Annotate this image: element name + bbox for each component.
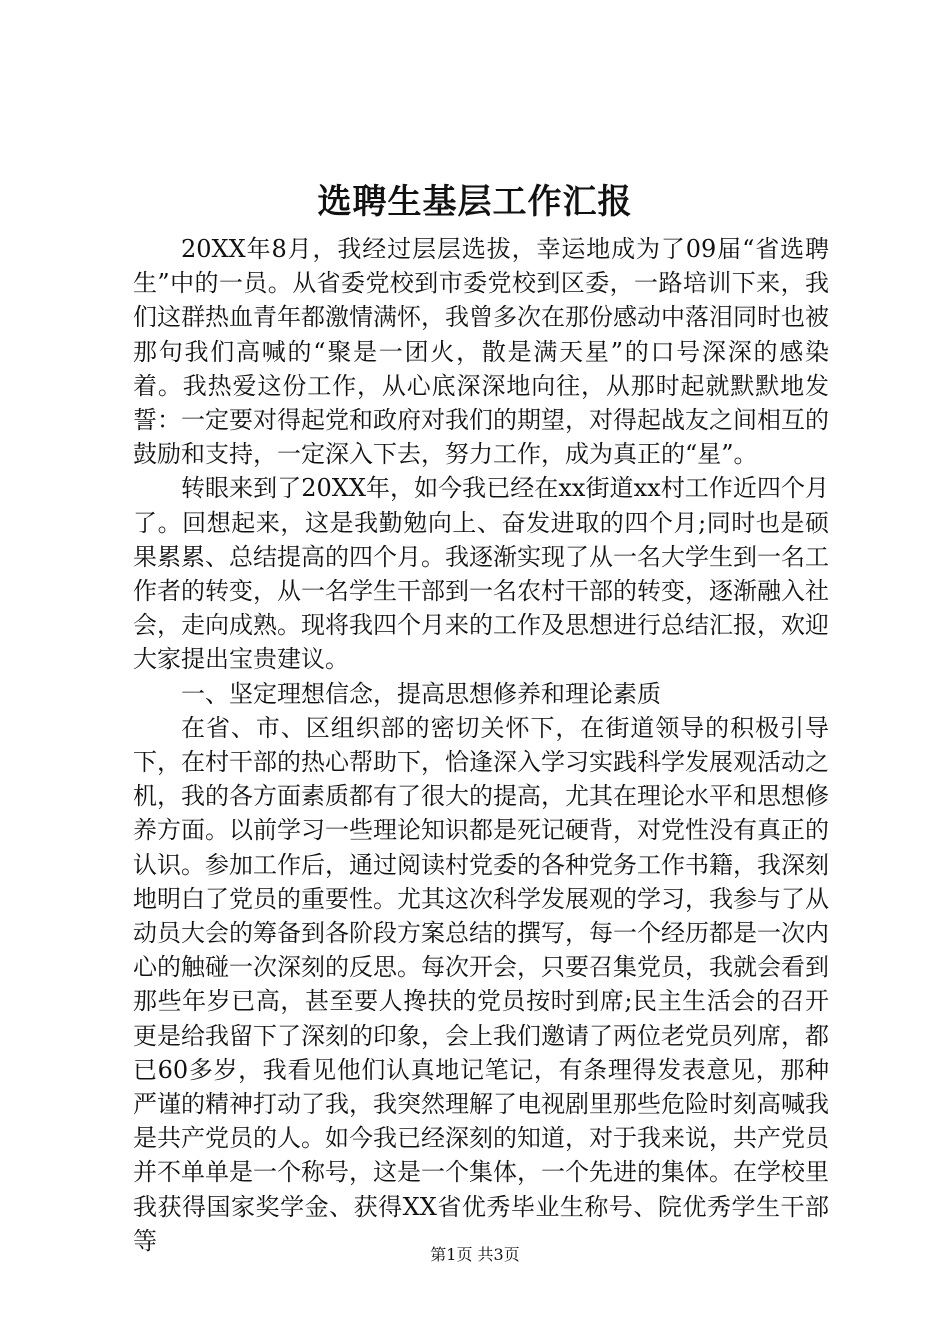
document-body (133, 232, 829, 1258)
paragraph-2: 转眼来到了20XX年，如今我已经在xx街道xx村工作近四个月了。回想起来，这是我勤勉向上、奋发进取的四个月;同时也是硕果累累、总结提高的四个月。我逐渐实现了从一名大学生到一名工作者的转变，从一名学生干部到一名农村干部的转变，逐渐融入社会，走向成熟。现将我四个月来的工作及思想进行总结汇报，欢迎大家提出宝贵建议。 (133, 474, 829, 674)
section-heading-1: 一、坚定理想信念，提高思想修养和理论素质 (181, 679, 661, 708)
page-number-label: 第1页 共3页 (430, 1245, 520, 1264)
document-title: 选聘生基层工作汇报 (317, 182, 633, 222)
paragraph-1: 20XX年8月，我经过层层选拔，幸运地成为了09届“省选聘生”中的一员。从省委党校到市委党校到区委，一路培训下来，我们这群热血青年都激情满怀，我曾多次在那份感动中落泪同时也被那句我们高喊的“聚是一团火，散是满天星”的口号深深的感染着。我热爱这份工作，从心底深深地向往，从那时起就默默地发誓：一定要对得起党和政府对我们的期望，对得起战友之间相互的鼓励和支持，一定深入下去，努力工作，成为真正的“星”。 (133, 235, 829, 469)
paragraph-3: 在省、市、区组织部的密切关怀下，在街道领导的积极引导下，在村干部的热心帮助下，恰逢深入学习实践科学发展观活动之机，我的各方面素质都有了很大的提高，尤其在理论水平和思想修养方面。以前学习一些理论知识都是死记硬背，对党性没有真正的认识。参加工作后，通过阅读村党委的各种党务工作书籍，我深刻地明白了党员的重要性。尤其这次科学发展观的学习，我参与了从动员大会的筹备到各阶段方案总结的撰写，每一个经历都是一次内心的触碰一次深刻的反思。每次开会，只要召集党员，我就会看到那些年岁已高，甚至要人搀扶的党员按时到席;民主生活会的召开更是给我留下了深刻的印象，会上我们邀请了两位老党员列席，都已60多岁，我看见他们认真地记笔记，有条理得发表意见，那种严谨的精神打动了我，我突然理解了电视剧里那些危险时刻高喊我是共产党员的人。如今我已经深刻的知道，对于我来说，共产党员并不单单是一个称号，这是一个集体，一个先进的集体。在学校里我获得国家奖学金、获得XX省优秀毕业生称号、院优秀学生干部等 (133, 713, 829, 1255)
page-footer (0, 1244, 950, 1266)
